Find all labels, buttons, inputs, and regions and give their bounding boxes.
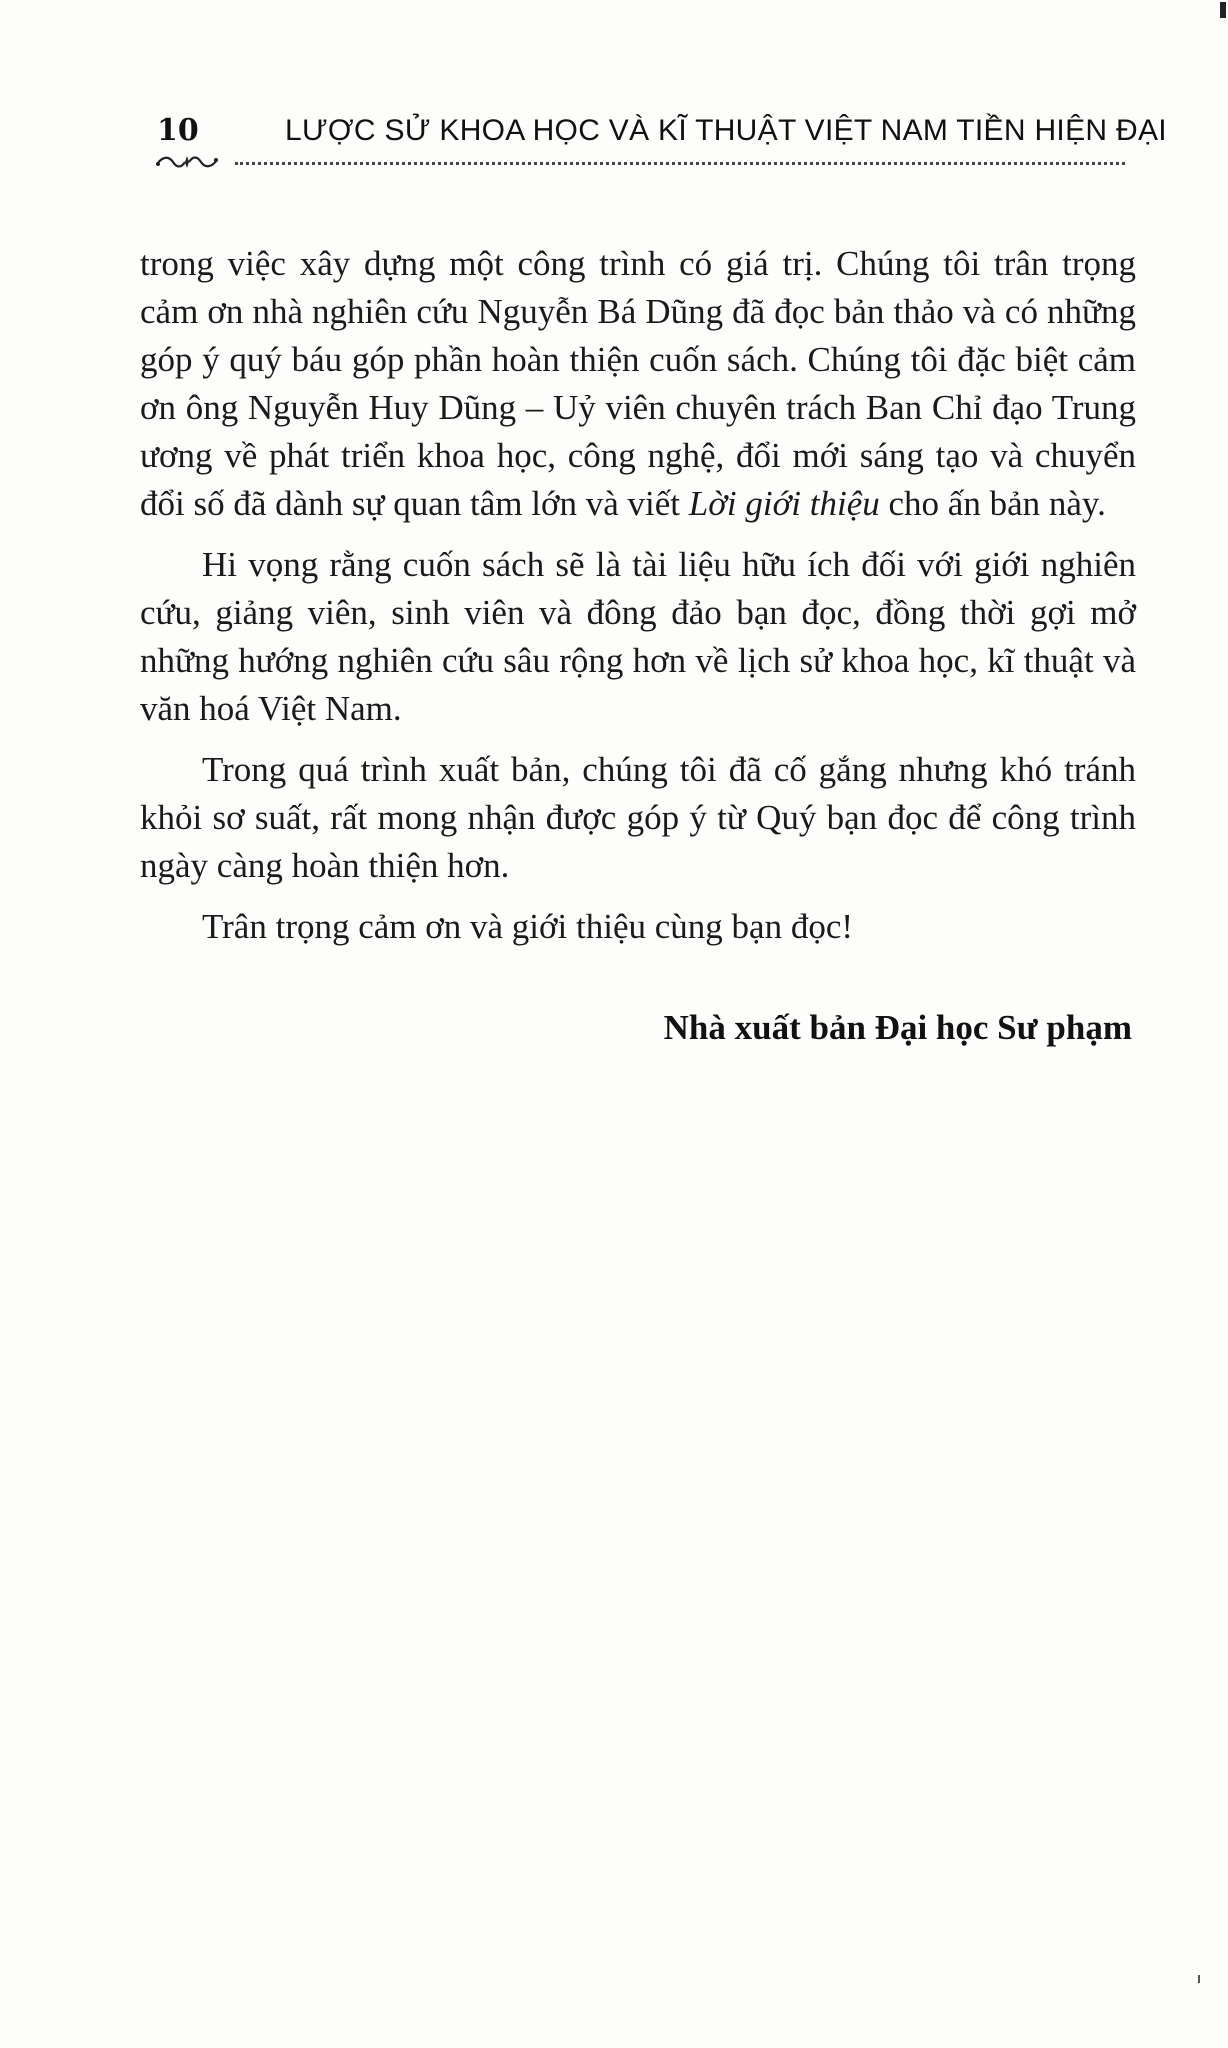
running-header	[155, 108, 1167, 168]
publisher-signature: Nhà xuất bản Đại học Sư phạm	[663, 1008, 1132, 1047]
running-title: LƯỢC SỬ KHOA HỌC VÀ KĨ THUẬT VIỆT NAM TIỀN HIỆN ĐẠI	[285, 114, 1167, 147]
flourish-ornament-icon	[155, 152, 219, 172]
paragraph-1-italic-title: Lời giới thiệu	[688, 484, 880, 523]
paragraph-3: Trong quá trình xuất bản, chúng tôi đã cố gắng nhưng khó tránh khỏi sơ suất, rất mong nhận được góp ý từ Quý bạn đọc để công trình ngày càng hoàn thiện hơn.	[140, 750, 1136, 885]
paragraph-2: Hi vọng rằng cuốn sách sẽ là tài liệu hữu ích đối với giới nghiên cứu, giảng viên, sinh viên và đông đảo bạn đọc, đồng thời gợi mở những hướng nghiên cứu sâu rộng hơn về lịch sử khoa học, kĩ thuật và văn hoá Việt Nam.	[140, 545, 1136, 728]
paragraph-1	[140, 240, 1136, 528]
scan-edge-mark-bottom	[1198, 1975, 1200, 1983]
paragraph-4: Trân trọng cảm ơn và giới thiệu cùng bạn đọc!	[202, 907, 854, 946]
paragraph-1-text: trong việc xây dựng một công trình có giá trị. Chúng tôi trân trọng cảm ơn nhà nghiên cứu Nguyễn Bá Dũng đã đọc bản thảo và có những góp ý quý báu góp phần hoàn thiện cuốn sách. Chúng tôi đặc biệt cảm ơn ông Nguyễn Huy Dũng – Uỷ viên chuyên trách Ban Chỉ đạo Trung ương về phát triển khoa học, công nghệ, đổi mới sáng tạo và chuyển đổi số đã dành sự quan tâm lớn và viết	[140, 244, 1136, 523]
scan-edge-mark	[1220, 2, 1226, 18]
paragraph-1-end: cho ấn bản này.	[879, 484, 1106, 523]
header-dotted-rule	[235, 162, 1125, 165]
page-number: 10	[157, 113, 199, 148]
body-text	[140, 240, 1136, 964]
